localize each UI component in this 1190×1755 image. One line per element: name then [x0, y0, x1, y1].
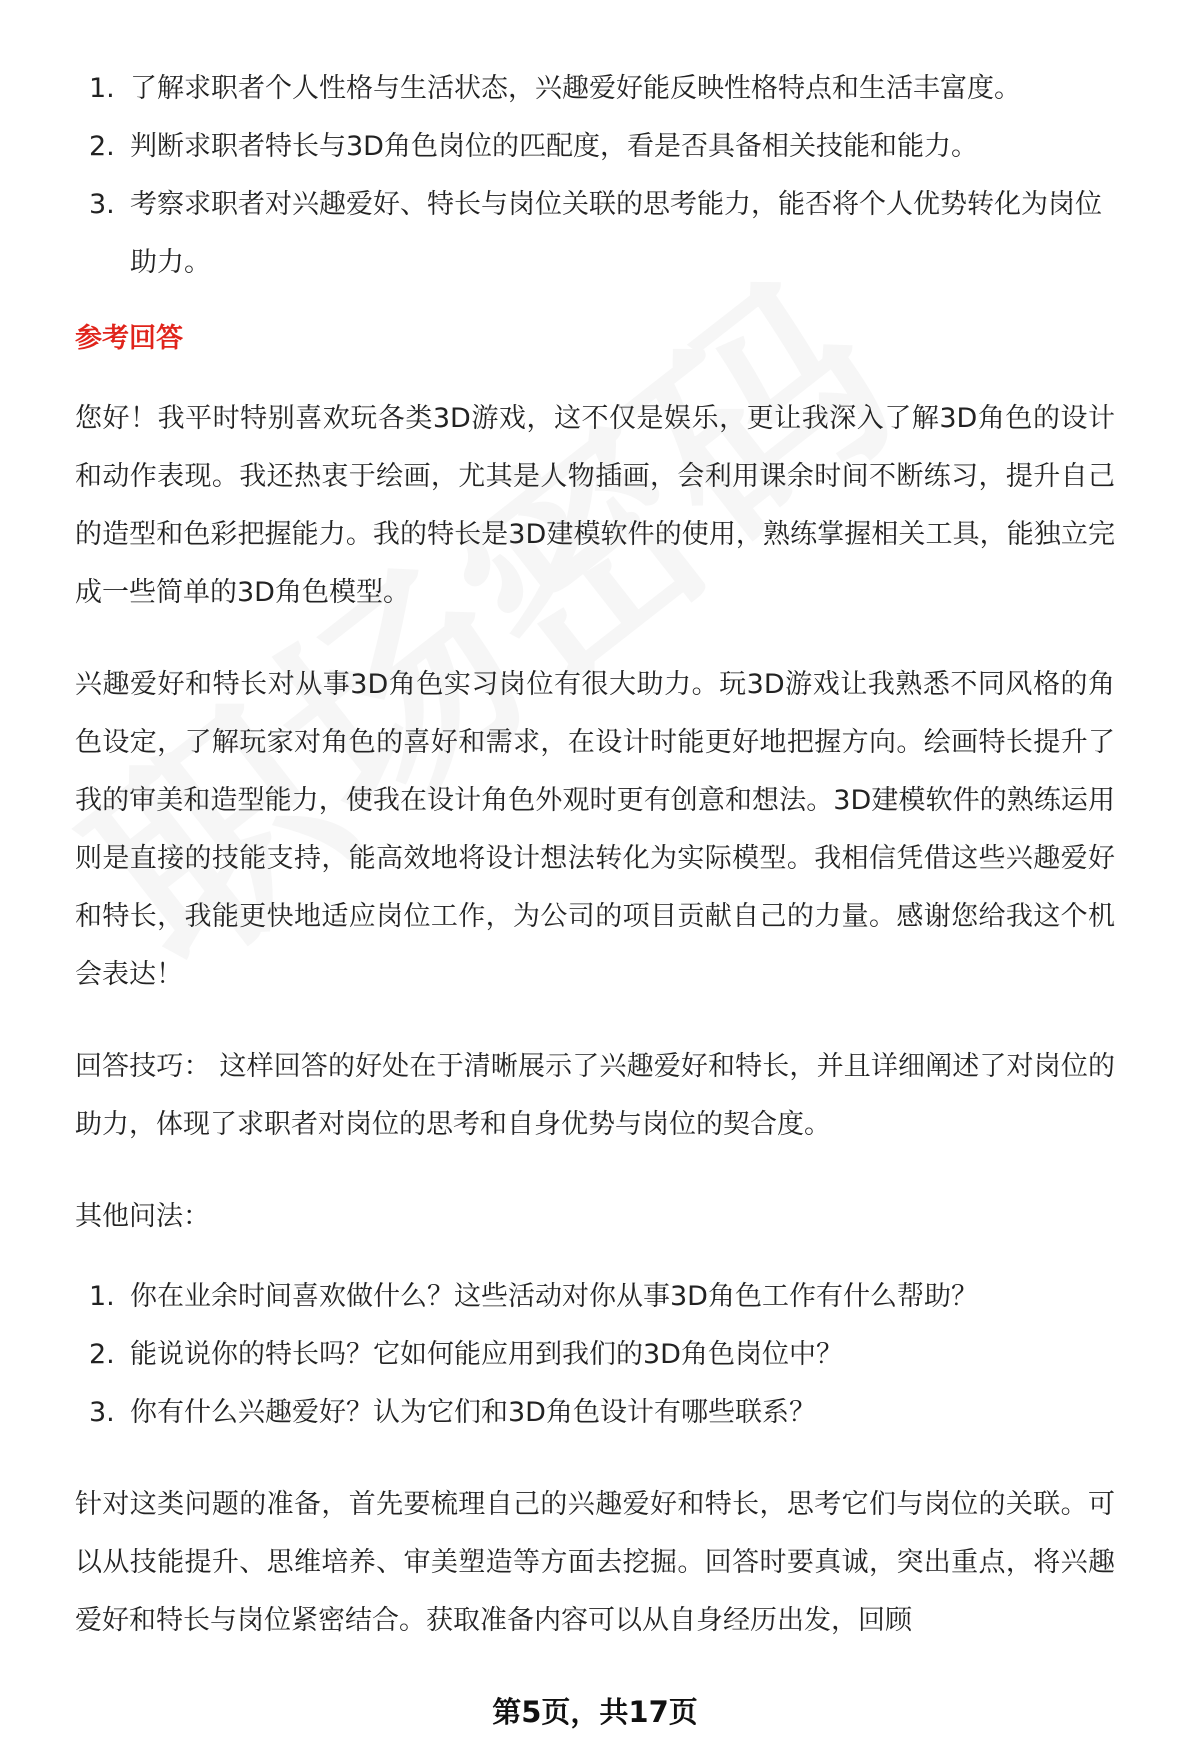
list-item: [75, 1326, 1115, 1384]
purpose-list: [75, 60, 1115, 292]
page-content: [75, 60, 1115, 1650]
list-item: [75, 176, 1115, 292]
list-item: [75, 118, 1115, 176]
answer-paragraph-1: 您好！我平时特别喜欢玩各类3D游戏，这不仅是娱乐，更让我深入了解3D角色的设计和动作表现。我还热衷于绘画，尤其是人物插画，会利用课余时间不断练习，提升自己的造型和色彩把握能力。我的特长是3D建模软件的使用，熟练掌握相关工具，能独立完成一些简单的3D角色模型。: [75, 403, 1115, 608]
reference-answer-heading: 参考回答: [75, 323, 183, 354]
list-text: 你有什么兴趣爱好？认为它们和3D角色设计有哪些联系？: [130, 1397, 816, 1428]
list-text: 考察求职者对兴趣爱好、特长与岗位关联的思考能力，能否将个人优势转化为岗位助力。: [130, 189, 1102, 278]
other-questions-list: [75, 1268, 1115, 1442]
list-item: [75, 1384, 1115, 1442]
list-number: 3.: [89, 1397, 115, 1428]
tips-paragraph: 回答技巧： 这样回答的好处在于清晰展示了兴趣爱好和特长，并且详细阐述了对岗位的助力，体现了求职者对岗位的思考和自身优势与岗位的契合度。: [75, 1051, 1115, 1140]
list-number: 1.: [89, 1281, 115, 1312]
list-text: 判断求职者特长与3D角色岗位的匹配度，看是否具备相关技能和能力。: [130, 131, 978, 162]
other-questions-heading: 其他问法：: [75, 1201, 210, 1232]
page-number-footer: 第5页，共17页: [492, 1695, 698, 1729]
list-number: 1.: [89, 73, 115, 104]
list-number: 3.: [89, 189, 115, 220]
list-item: [75, 60, 1115, 118]
list-number: 2.: [89, 1339, 115, 1370]
list-item: [75, 1268, 1115, 1326]
answer-paragraph-2: 兴趣爱好和特长对从事3D角色实习岗位有很大助力。玩3D游戏让我熟悉不同风格的角色设定，了解玩家对角色的喜好和需求，在设计时能更好地把握方向。绘画特长提升了我的审美和造型能力，使我在设计角色外观时更有创意和想法。3D建模软件的熟练运用则是直接的技能支持，能高效地将设计想法转化为实际模型。我相信凭借这些兴趣爱好和特长，我能更快地适应岗位工作，为公司的项目贡献自己的力量。感谢您给我这个机会表达！: [75, 669, 1115, 990]
list-text: 了解求职者个人性格与生活状态，兴趣爱好能反映性格特点和生活丰富度。: [130, 73, 1021, 104]
list-text: 你在业余时间喜欢做什么？这些活动对你从事3D角色工作有什么帮助？: [130, 1281, 978, 1312]
list-number: 2.: [89, 131, 115, 162]
preparation-paragraph: 针对这类问题的准备，首先要梳理自己的兴趣爱好和特长，思考它们与岗位的关联。可以从技能提升、思维培养、审美塑造等方面去挖掘。回答时要真诚，突出重点，将兴趣爱好和特长与岗位紧密结合。获取准备内容可以从自身经历出发，回顾: [75, 1489, 1115, 1636]
list-text: 能说说你的特长吗？它如何能应用到我们的3D角色岗位中？: [130, 1339, 843, 1370]
